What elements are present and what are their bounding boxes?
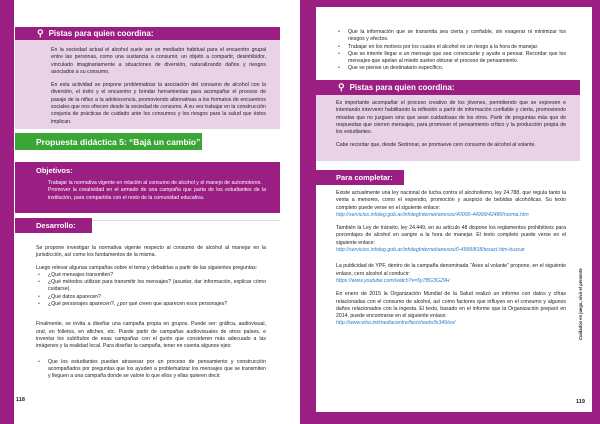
section-title: Pistas para quien coordina: xyxy=(349,83,455,92)
page-number: 119 xyxy=(576,399,585,405)
list-item: • ¿Qué datos aparecen? xyxy=(36,294,266,301)
paragraph: Luego relevar algunas campañas sobre el tema y debatirlas a partir de las siguientes preguntas: xyxy=(36,264,258,271)
side-title: Cuidados en juego, vivir el presente xyxy=(578,268,583,340)
list-item: • Que se piense un destinatario específico. xyxy=(336,65,566,72)
desarrollo-content xyxy=(36,245,266,380)
section-title: Pistas para quien coordina: xyxy=(48,29,154,38)
para-completar-content xyxy=(336,190,566,328)
reference-link[interactable]: http://www.who.int/mediacentre/factsheets/fs349/es/ xyxy=(336,320,456,327)
left-edge-stripe xyxy=(0,0,14,424)
paragraph: También la Ley de tránsito, ley 24.449, en su artículo 48 dispone los reglamentos prohibitivos para porcentajes de alcohol en sangre a la hora de manejar. El texto completo puede verse en el siguiente enlace: xyxy=(336,225,566,246)
page-number: 118 xyxy=(16,397,25,403)
questions-list xyxy=(36,272,266,308)
paragraph: La publicidad de YPF, dentro de la campaña denominada “Ases al volante” propone, en el siguiente enlace, cero alcohol al conducir: xyxy=(336,263,566,277)
list-item: • Que se intente llegar a un mensaje que sea convocante y ayude a pensar. Recordar que los mensajes que apelan al miedo suelen obturar el proceso de pensamiento. xyxy=(336,51,566,66)
pistas-header-left xyxy=(15,27,280,40)
proposal-title-bar: Propuesta didáctica 5: “Bajá un cambio” xyxy=(15,133,202,150)
list-item: • Que los estudiantes puedan atravesar por un proceso de pensamiento y construcción acompañados por preguntas que los ayuden a problematizar los mensajes que se transmiten y lleguen a una campaña donde se valore lo que ellos y ellas quieren decir. xyxy=(36,359,266,381)
paragraph: Existe actualmente una ley nacional de lucha contra el alcoholismo, ley 24.788, que regula tanto la venta a menores, como el expendio, promoción y auspicio de bebidas alcohólicas. Su texto completo puede verse en el siguiente enlace: xyxy=(336,190,566,211)
list-item: • ¿Qué métodos utilizan para transmitir los mensajes? (asustar, dar información, explicar cómo cuidarse). xyxy=(36,279,266,294)
list-item: • ¿Qué personajes aparecen?, ¿por qué creen que aparecen esos personajes? xyxy=(36,301,266,308)
paragraph: En esta actividad se propone problematizar la asociación del consumo de alcohol con la diversión, el éxito y el encuentro y brindar herramientas para acompañar el proceso de pasaje de la niñez a la adolescencia, promoviendo alternativas a los formatos de encuentros sociales que nos ofrecen desde la sociedad de consumo. A su vez trabajar en la construcción conjunta de prácticas de cuidado ante los consumos y los riesgos para la salud que éstos implican. xyxy=(51,82,266,125)
paragraph: En enero de 2015 la Organización Mundial de la Salud realizó un informe con datos y cifras relacionadas con el consumo de alcohol, así como factores que influyen en el consumo y algunos daños relacionados con la ingesta. El texto, basado en el informe que la Organización preparó en 2014, puede encontrarse en el siguiente enlace: xyxy=(336,291,566,320)
objetivos-list xyxy=(36,180,266,202)
list-item: • ¿Qué mensajes transmiten? xyxy=(36,272,266,279)
ejes-list-continued xyxy=(336,29,566,73)
paragraph: Se propone investigar la normativa vigente respecto al consumo de alcohol al manejar en la jurisdicción, así como los fundamentos de la misma. xyxy=(36,245,266,259)
pistas-box-right xyxy=(316,95,580,161)
magnifier-icon: ⚲ xyxy=(37,28,44,38)
reference-link[interactable]: https://www.youtube.com/watch?v=5y7BG3G29H xyxy=(336,277,450,284)
list-item: • Trabajar la normativa vigente en relación al consumo de alcohol y el manejo de automotores. xyxy=(36,180,266,187)
pistas-box-left xyxy=(15,40,280,129)
desarrollo-header: Desarrollo: xyxy=(15,218,92,233)
objetivos-box xyxy=(15,162,280,213)
ejes-list xyxy=(36,359,266,381)
list-item: • Trabajar en los motivos por los cuales el alcohol es un riesgo a la hora de manejar. xyxy=(336,44,566,51)
reference-link[interactable]: http://servicios.infoleg.gob.ar/infolegInternet/anexos/0-4999/818/texact.htm-buscar xyxy=(336,247,525,254)
reference-link[interactable]: http://servicios.infoleg.gob.ar/infolegInternet/anexos/40000-44999/42480/norma.htm xyxy=(336,211,529,218)
pistas-header-right xyxy=(316,80,580,95)
paragraph: Cabe recordar que, desde Sedronar, se promueve cero consumo de alcohol al volante. xyxy=(336,142,536,149)
list-item: • Que la información que se transmita sea cierta y confiable, sin exagerar ni minimizar los riesgos y efectos. xyxy=(336,29,566,44)
magnifier-icon: ⚲ xyxy=(338,82,345,92)
section-title: Objetivos: xyxy=(36,166,73,175)
list-item: • Promover la creatividad en el armado de una campaña que parta de los estudiantes de la institución, para compartirla con el resto de la comunidad educativa. xyxy=(36,187,266,202)
para-completar-header: Para completar: xyxy=(316,170,404,185)
paragraph: Es importante acompañar el proceso creativo de los jóvenes, permitiendo que se expresen e intentando intervenir habilitando la reflexión a partir de información confiable y cierta, promoviendo miradas que no juzguen sino que sean cuidadosas de los otros. Partir de preguntas más que de respuestas que cierren mensajes, para promover el pensamiento crítico y la producción propia de los estudiantes. xyxy=(336,100,566,136)
paragraph: Finalmente, se invita a diseñar una campaña propia en grupos. Puede ser: gráfica, audiovisual, oral, en folletos, en afiches, etc. Puede partir de campañas audiovisuales de otros países, e inventar los subtítulos de esas campañas con el guión que consideren más adecuado a las imágenes y la realidad local. Para diseñar la campaña, tener en cuenta algunos ejes: xyxy=(36,321,266,350)
paragraph: En la sociedad actual el alcohol suele ser un mediador habitual para el encuentro grupal entre las personas, como una sustancia a consumir, un objeto a compartir, desinhibidor, vinculado imaginariamente a situaciones de diversión, naturalizando daños y riesgos asociados a su consumo. xyxy=(51,47,266,75)
